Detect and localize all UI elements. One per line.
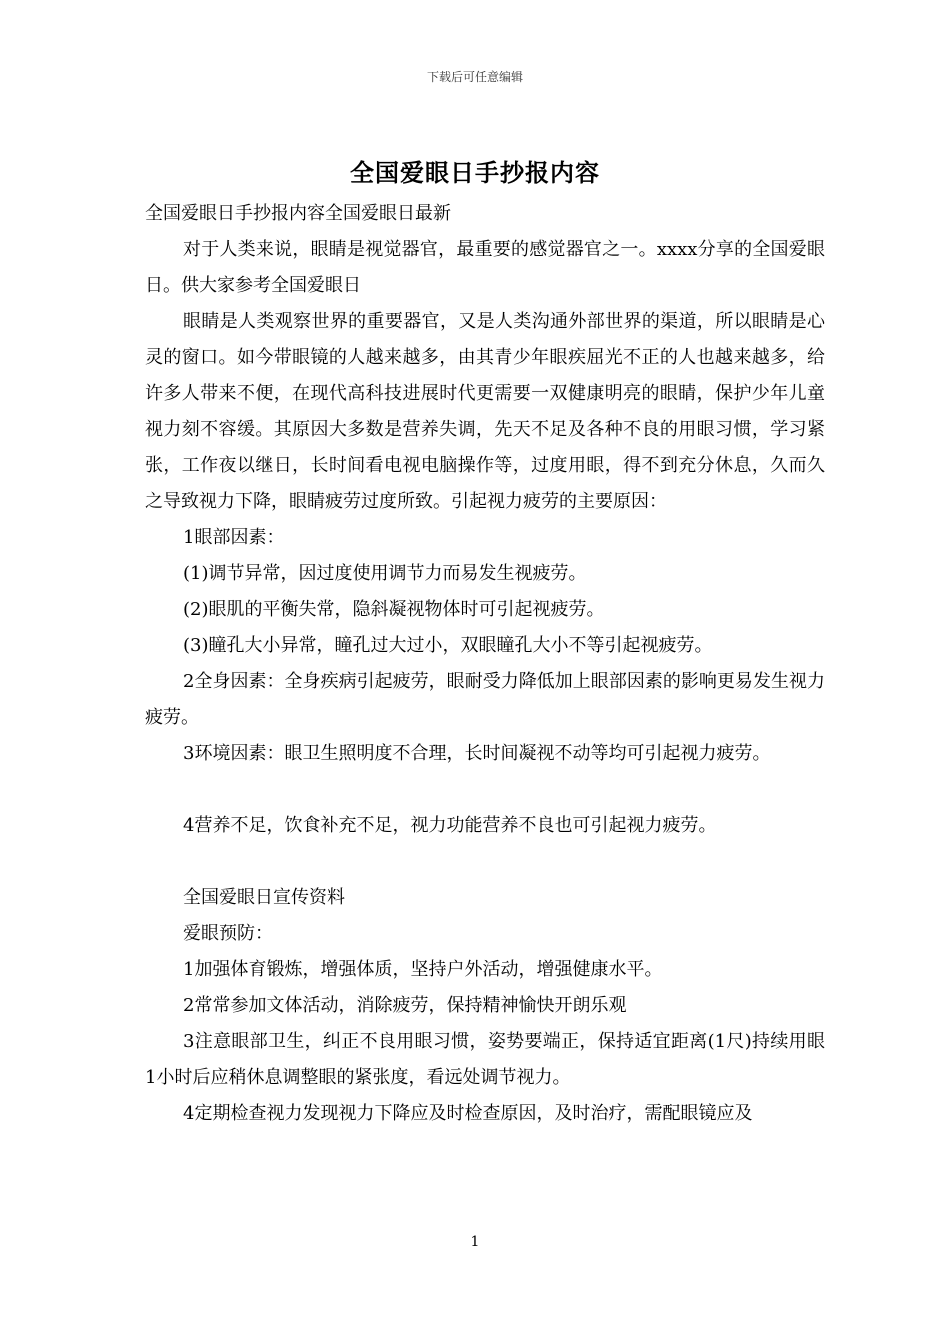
- list-item: 4营养不足，饮食补充不足，视力功能营养不良也可引起视力疲劳。: [183, 815, 717, 836]
- list-item: (3)瞳孔大小异常，瞳孔过大过小，双眼瞳孔大小不等引起视疲劳。: [183, 635, 713, 656]
- list-item: (2)眼肌的平衡失常，隐斜凝视物体时可引起视疲劳。: [183, 599, 605, 620]
- list-item: 3注意眼部卫生，纠正不良用眼习惯，姿势要端正，保持适宜距离(1尺)持续用眼1小时后应稍休息调整眼的紧张度，看远处调节视力。: [145, 1031, 825, 1088]
- list-item: 3环境因素：眼卫生照明度不合理，长时间凝视不动等均可引起视力疲劳。: [183, 743, 771, 764]
- paragraph: 眼睛是人类观察世界的重要器官，又是人类沟通外部世界的渠道，所以眼睛是心灵的窗口。如今带眼镜的人越来越多，由其青少年眼疾屈光不正的人也越来越多，给许多人带来不便，在现代高科技进展时代更需要一双健康明亮的眼睛，保护少年儿童视力刻不容缓。其原因大多数是营养失调，先天不足及各种不良的用眼习惯，学习紧张，工作夜以继日，长时间看电视电脑操作等，过度用眼，得不到充分休息，久而久之导致视力下降，眼睛疲劳过度所致。引起视力疲劳的主要原因：: [145, 311, 825, 512]
- list-item: 4定期检查视力发现视力下降应及时检查原因，及时治疗，需配眼镜应及: [183, 1103, 753, 1124]
- list-item: 1眼部因素：: [183, 527, 285, 548]
- list-item: 2全身因素：全身疾病引起疲劳，眼耐受力降低加上眼部因素的影响更易发生视力疲劳。: [145, 671, 825, 728]
- section-subheading: 爱眼预防：: [183, 923, 273, 944]
- list-item: 2常常参加文体活动，消除疲劳，保持精神愉快开朗乐观: [183, 995, 627, 1016]
- intro-line: 全国爱眼日手抄报内容全国爱眼日最新: [145, 203, 451, 224]
- section-heading: 全国爱眼日宣传资料: [183, 887, 345, 908]
- list-item: 1加强体育锻炼，增强体质，坚持户外活动，增强健康水平。: [183, 959, 663, 980]
- header-note: 下载后可任意编辑: [426, 70, 523, 84]
- page-number: 1: [470, 1234, 480, 1250]
- document-title: 全国爱眼日手抄报内容: [350, 158, 600, 187]
- list-item: (1)调节异常，因过度使用调节力而易发生视疲劳。: [183, 563, 587, 584]
- document-body: [145, 196, 825, 1132]
- paragraph: 对于人类来说，眼睛是视觉器官，最重要的感觉器官之一。xxxx分享的全国爱眼日。供大家参考全国爱眼日: [145, 239, 825, 296]
